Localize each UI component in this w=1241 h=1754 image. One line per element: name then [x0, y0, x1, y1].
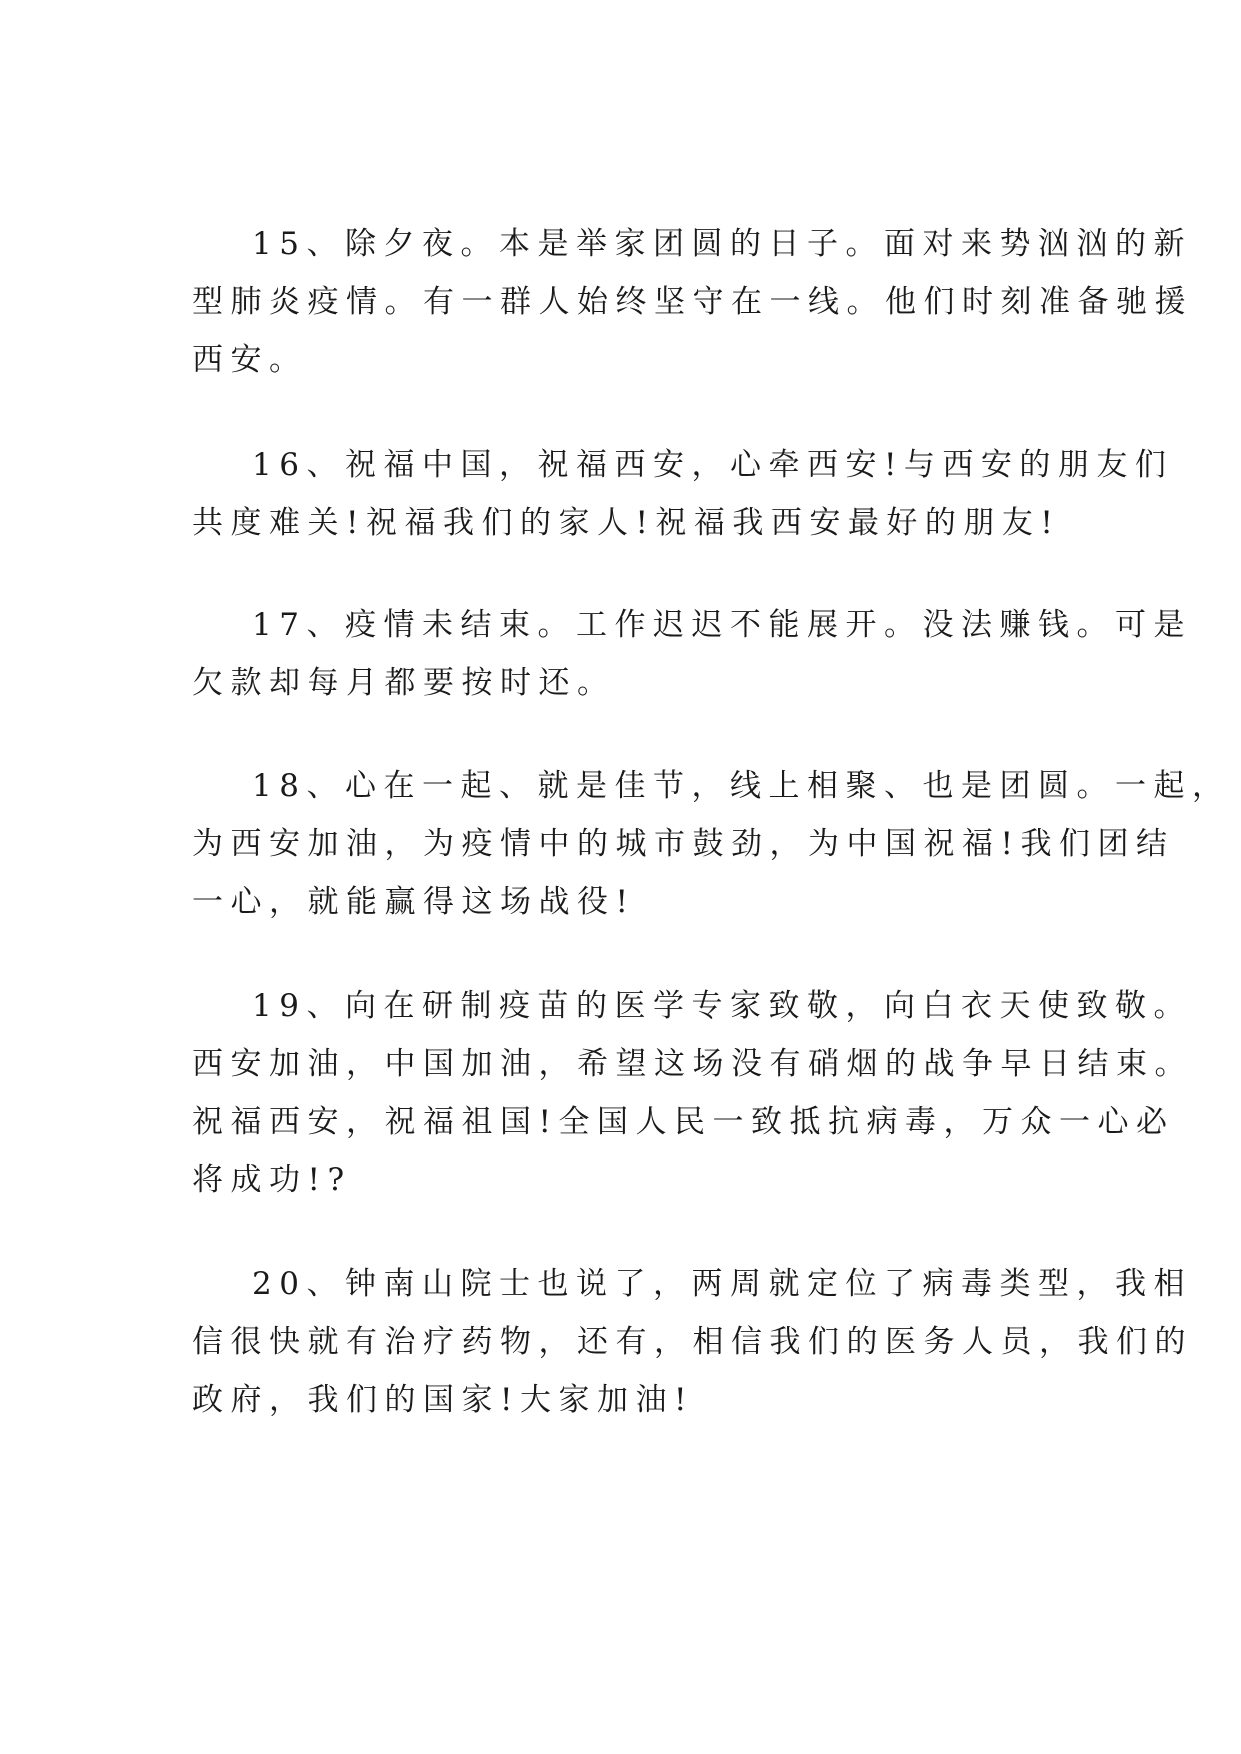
paragraph-line: 祝福西安，祝福祖国!全国人民一致抵抗病毒，万众一心必 [192, 1104, 1175, 1140]
paragraph-17 [192, 596, 1192, 712]
paragraph-line: 西安加油，中国加油，希望这场没有硝烟的战争早日结束。 [192, 1046, 1193, 1082]
paragraph-line: 20、钟南山院士也说了，两周就定位了病毒类型，我相 [252, 1266, 1192, 1302]
paragraph-line: 17、疫情未结束。工作迟迟不能展开。没法赚钱。可是 [252, 607, 1192, 643]
paragraph-line: 政府，我们的国家!大家加油! [192, 1382, 694, 1418]
paragraph-line: 将成功!? [192, 1162, 352, 1198]
paragraph-18 [192, 757, 1231, 931]
paragraph-line: 为西安加油，为疫情中的城市鼓劲，为中国祝福!我们团结 [192, 826, 1175, 862]
paragraph-15 [192, 215, 1193, 389]
paragraph-line: 19、向在研制疫苗的医学专家致敬，向白衣天使致敬。 [252, 988, 1192, 1024]
paragraph-20 [192, 1255, 1193, 1429]
paragraph-line: 共度难关!祝福我们的家人!祝福我西安最好的朋友! [192, 505, 1061, 541]
paragraph-line: 西安。 [192, 342, 308, 378]
paragraph-line: 信很快就有治疗药物，还有，相信我们的医务人员，我们的 [192, 1324, 1193, 1360]
paragraph-line: 16、祝福中国，祝福西安，心牵西安!与西安的朋友们 [252, 447, 1174, 483]
paragraph-line: 15、除夕夜。本是举家团圆的日子。面对来势汹汹的新 [252, 226, 1192, 262]
paragraph-19 [192, 977, 1193, 1209]
paragraph-line: 一心，就能赢得这场战役! [192, 884, 636, 920]
paragraph-line: 型肺炎疫情。有一群人始终坚守在一线。他们时刻准备驰援 [192, 284, 1193, 320]
paragraph-line: 18、心在一起、就是佳节，线上相聚、也是团圆。一起， [252, 768, 1231, 804]
paragraph-line: 欠款却每月都要按时还。 [192, 665, 616, 701]
paragraph-16 [192, 436, 1174, 552]
